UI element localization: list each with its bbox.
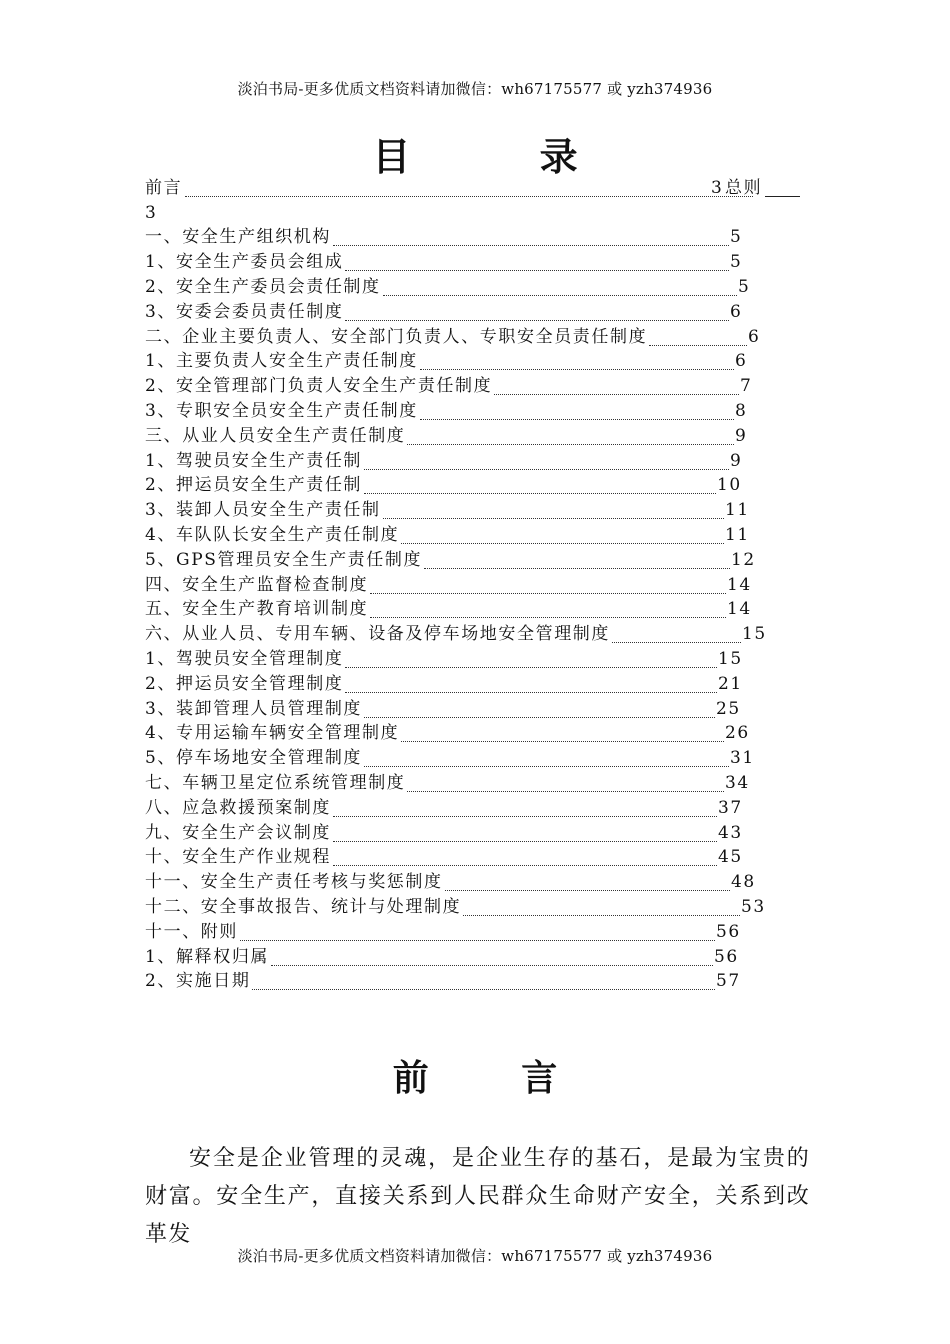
toc-entry[interactable] <box>145 722 805 747</box>
toc-entry-title[interactable]: 4、专用运输车辆安全管理制度 <box>145 723 400 744</box>
toc-entry[interactable] <box>145 796 805 821</box>
toc-entry[interactable] <box>145 250 805 275</box>
toc-entry[interactable] <box>145 474 805 499</box>
toc-entry[interactable] <box>145 399 805 424</box>
toc-entry-title[interactable]: 七、车辆卫星定位系统管理制度 <box>145 772 406 793</box>
toc-entry-title[interactable]: 1、驾驶员安全管理制度 <box>145 648 344 669</box>
toc-leader <box>345 270 729 271</box>
toc-entry-title[interactable]: 3、安委会委员责任制度 <box>145 301 344 322</box>
toc-entry-title[interactable]: 二、企业主要负责人、安全部门负责人、专职安全员责任制度 <box>145 326 648 347</box>
toc-entry[interactable] <box>145 697 805 722</box>
toc-entry-page: 56 <box>716 921 741 942</box>
toc-entry-page: 48 <box>731 872 756 893</box>
toc-entry-title[interactable]: 十一、附则 <box>145 921 238 942</box>
toc-leader <box>345 320 729 321</box>
toc-leader <box>370 593 726 594</box>
toc-entry-title[interactable]: 总则 <box>725 177 763 198</box>
toc-entry-title[interactable]: 1、主要负责人安全生产责任制度 <box>145 351 418 372</box>
toc-leader <box>612 642 741 643</box>
toc-entry-title[interactable]: 十二、安全事故报告、统计与处理制度 <box>145 896 462 917</box>
toc-entry-title[interactable]: 2、实施日期 <box>145 971 251 992</box>
toc-entry-title[interactable]: 五、安全生产教育培训制度 <box>145 599 369 620</box>
toc-leader <box>370 617 726 618</box>
toc-entry-page: 6 <box>735 351 748 372</box>
toc-entry[interactable] <box>145 821 805 846</box>
toc-entry[interactable] <box>145 870 805 895</box>
toc-entry-title[interactable]: 1、安全生产委员会组成 <box>145 252 344 273</box>
toc-entry-page: 57 <box>716 971 741 992</box>
toc-entry[interactable] <box>145 300 805 325</box>
toc-entry[interactable] <box>145 746 805 771</box>
preface-title: 前 言 <box>392 1057 598 1099</box>
toc-entry[interactable] <box>145 548 805 573</box>
toc-entry-title[interactable]: 5、GPS管理员安全生产责任制度 <box>145 549 423 570</box>
toc-leader <box>333 245 729 246</box>
toc-entry-page: 9 <box>730 450 743 471</box>
toc-entry-page: 3 <box>711 177 724 198</box>
toc-entry-page: 14 <box>727 574 752 595</box>
toc-entry-title[interactable]: 3、专职安全员安全生产责任制度 <box>145 400 418 421</box>
toc-entry-page: 25 <box>716 698 741 719</box>
toc-first-line <box>145 176 805 201</box>
toc-entry[interactable] <box>145 325 805 350</box>
toc-entry-page: 45 <box>718 847 743 868</box>
toc-entry-page: 5 <box>730 227 743 248</box>
toc-entry[interactable] <box>145 374 805 399</box>
toc-entry-page: 11 <box>725 524 750 545</box>
toc-entry-title[interactable]: 四、安全生产监督检查制度 <box>145 574 369 595</box>
toc-entry[interactable] <box>145 350 805 375</box>
toc-leader <box>401 741 724 742</box>
toc-first-line-wrap <box>145 201 805 226</box>
toc-entry-page: 5 <box>738 276 751 297</box>
toc-entry[interactable] <box>145 226 805 251</box>
toc-entry-title[interactable]: 十一、安全生产责任考核与奖惩制度 <box>145 872 443 893</box>
toc-leader <box>407 444 734 445</box>
toc-entry-title[interactable]: 一、安全生产组织机构 <box>145 227 331 248</box>
toc-entry[interactable] <box>145 945 805 970</box>
toc-leader <box>463 915 740 916</box>
toc-entry[interactable] <box>145 449 805 474</box>
toc-entry-page: 53 <box>741 896 766 917</box>
toc-entry-title[interactable]: 2、安全管理部门负责人安全生产责任制度 <box>145 376 493 397</box>
toc-entry-title[interactable]: 前言 <box>145 177 183 198</box>
toc-leader <box>649 345 747 346</box>
toc-leader <box>271 965 713 966</box>
toc-entry[interactable] <box>145 498 805 523</box>
toc-leader <box>333 865 717 866</box>
toc-entry[interactable] <box>145 920 805 945</box>
toc-title: 目 录 <box>372 134 636 179</box>
toc-leader <box>333 841 717 842</box>
toc-entry[interactable] <box>145 622 805 647</box>
toc-leader <box>364 717 715 718</box>
toc-leader <box>420 369 734 370</box>
toc-entry[interactable] <box>145 771 805 796</box>
toc-leader <box>364 469 729 470</box>
toc-leader <box>494 394 739 395</box>
toc-leader <box>333 816 717 817</box>
toc-leader <box>345 692 717 693</box>
toc-entry-title[interactable]: 3、装卸人员安全生产责任制 <box>145 500 381 521</box>
toc-leader <box>364 493 716 494</box>
toc-entry-title[interactable]: 1、解释权归属 <box>145 946 270 967</box>
toc-entry[interactable] <box>145 846 805 871</box>
toc-leader <box>401 543 724 544</box>
toc-entry-title[interactable]: 九、安全生产会议制度 <box>145 822 331 843</box>
toc-entry-page: 10 <box>717 475 742 496</box>
toc-entry[interactable] <box>145 424 805 449</box>
toc-entry-title[interactable]: 3、装卸管理人员管理制度 <box>145 698 363 719</box>
page-footer: 淡泊书局-更多优质文档资料请加微信：wh67175577 或 yzh374936 <box>237 1247 713 1265</box>
toc-entry-title[interactable]: 1、驾驶员安全生产责任制 <box>145 450 363 471</box>
toc-leader <box>424 568 730 569</box>
toc-entry-title[interactable]: 4、车队队长安全生产责任制度 <box>145 524 400 545</box>
toc-entry[interactable] <box>145 970 805 995</box>
table-of-contents <box>145 176 805 994</box>
toc-entry-title[interactable]: 2、安全生产委员会责任制度 <box>145 276 381 297</box>
toc-entry-page: 26 <box>725 723 750 744</box>
toc-entry-page: 43 <box>718 822 743 843</box>
toc-entry-title[interactable]: 六、从业人员、专用车辆、设备及停车场地安全管理制度 <box>145 624 610 645</box>
toc-entry[interactable] <box>145 573 805 598</box>
toc-entry-title[interactable]: 2、押运员安全管理制度 <box>145 673 344 694</box>
toc-entry[interactable] <box>145 598 805 623</box>
toc-leader <box>445 890 730 891</box>
toc-entry-page: 6 <box>748 326 761 347</box>
toc-entry-page: 8 <box>735 400 748 421</box>
toc-leader <box>765 196 800 197</box>
toc-entry-title[interactable]: 5、停车场地安全管理制度 <box>145 748 363 769</box>
toc-entry-title[interactable]: 三、从业人员安全生产责任制度 <box>145 425 406 446</box>
toc-leader <box>407 791 724 792</box>
toc-leader <box>252 989 715 990</box>
toc-entry-page: 15 <box>742 624 767 645</box>
page-header: 淡泊书局-更多优质文档资料请加微信：wh67175577 或 yzh374936 <box>237 80 713 98</box>
toc-leader <box>383 295 737 296</box>
toc-leader <box>240 940 715 941</box>
toc-leader <box>185 196 753 197</box>
toc-entry-page: 5 <box>730 252 743 273</box>
toc-entry-page: 7 <box>740 376 753 397</box>
toc-entry-page: 9 <box>735 425 748 446</box>
preface-paragraph: 安全是企业管理的灵魂，是企业生存的基石，是最为宝贵的财富。安全生产，直接关系到人民群众生命财产安全，关系到改革发 <box>145 1146 810 1247</box>
toc-entry-page: 12 <box>731 549 756 570</box>
toc-entry-page: 14 <box>727 599 752 620</box>
toc-entry-page: 21 <box>718 673 743 694</box>
toc-entry-page: 56 <box>714 946 739 967</box>
toc-entry-page: 37 <box>718 797 743 818</box>
toc-entry-page: 15 <box>718 648 743 669</box>
toc-entry-title[interactable]: 十、安全生产作业规程 <box>145 847 331 868</box>
toc-entry[interactable] <box>145 647 805 672</box>
toc-entry[interactable] <box>145 523 805 548</box>
toc-entry[interactable] <box>145 275 805 300</box>
toc-entry-page: 34 <box>725 772 750 793</box>
toc-entry-page: 31 <box>730 748 755 769</box>
toc-leader <box>364 766 729 767</box>
toc-leader <box>383 518 724 519</box>
toc-entry-title[interactable]: 2、押运员安全生产责任制 <box>145 475 363 496</box>
toc-leader <box>420 419 734 420</box>
toc-entry-page: 6 <box>730 301 743 322</box>
toc-leader <box>345 667 717 668</box>
toc-entry-title[interactable]: 八、应急救援预案制度 <box>145 797 331 818</box>
toc-entry[interactable] <box>145 672 805 697</box>
toc-entry-page: 3 <box>145 202 158 223</box>
toc-entry[interactable] <box>145 895 805 920</box>
toc-entry-page: 11 <box>725 500 750 521</box>
